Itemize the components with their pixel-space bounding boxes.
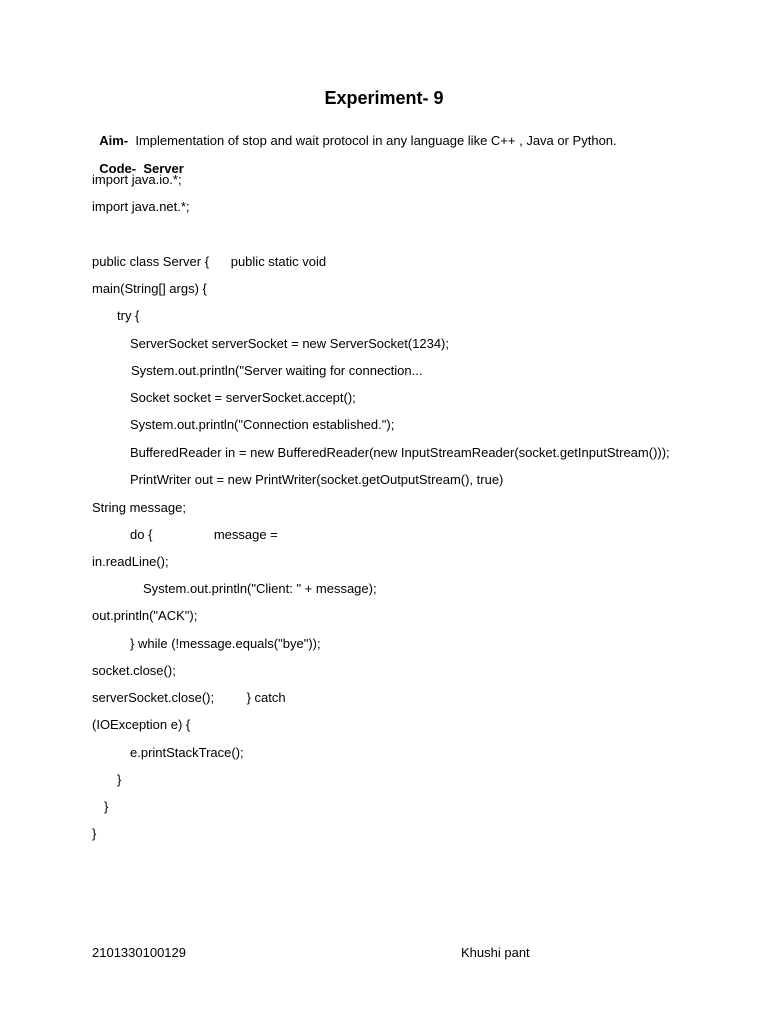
aim-text: Implementation of stop and wait protocol in any language like C++ , Java or Python. xyxy=(135,133,617,148)
code-line: } xyxy=(92,826,97,841)
code-line: socket.close(); xyxy=(92,663,176,678)
code-line: (IOException e) { xyxy=(92,717,191,732)
code-label: Code- xyxy=(99,161,137,176)
code-line: BufferedReader in = new BufferedReader(new InputStreamReader(socket.getInputStream())); xyxy=(130,445,670,460)
code-line: main(String[] args) { xyxy=(92,281,207,296)
code-line: } while (!message.equals("bye")); xyxy=(130,636,321,651)
code-line: PrintWriter out = new PrintWriter(socket.getOutputStream(), true) xyxy=(130,472,504,487)
code-line: System.out.println("Server waiting for connection... xyxy=(131,363,423,378)
code-line: serverSocket.close(); } catch xyxy=(92,690,286,705)
code-line: ServerSocket serverSocket = new ServerSocket(1234); xyxy=(130,336,450,351)
code-line: import java.net.*; xyxy=(92,199,190,214)
roll-number: 2101330100129 xyxy=(92,945,186,960)
code-line: Socket socket = serverSocket.accept(); xyxy=(130,390,356,405)
code-line: in.readLine(); xyxy=(92,554,169,569)
author-name: Khushi pant xyxy=(461,945,530,960)
code-line: } xyxy=(104,799,109,814)
code-line: } xyxy=(117,772,122,787)
code-line: public class Server { public static void xyxy=(92,254,327,269)
code-line: do { message = xyxy=(130,527,278,542)
code-line: String message; xyxy=(92,500,186,515)
page-title: Experiment- 9 xyxy=(324,88,444,108)
code-line: e.printStackTrace(); xyxy=(130,745,244,760)
code-line: System.out.println("Connection established."); xyxy=(130,417,395,432)
code-line: System.out.println("Client: " + message); xyxy=(143,581,377,596)
code-line: try { xyxy=(117,308,140,323)
code-line: import java.io.*; xyxy=(92,172,182,187)
code-line: out.println("ACK"); xyxy=(92,608,198,623)
code-heading-text: Server xyxy=(143,161,184,176)
aim-label: Aim- xyxy=(99,133,129,148)
